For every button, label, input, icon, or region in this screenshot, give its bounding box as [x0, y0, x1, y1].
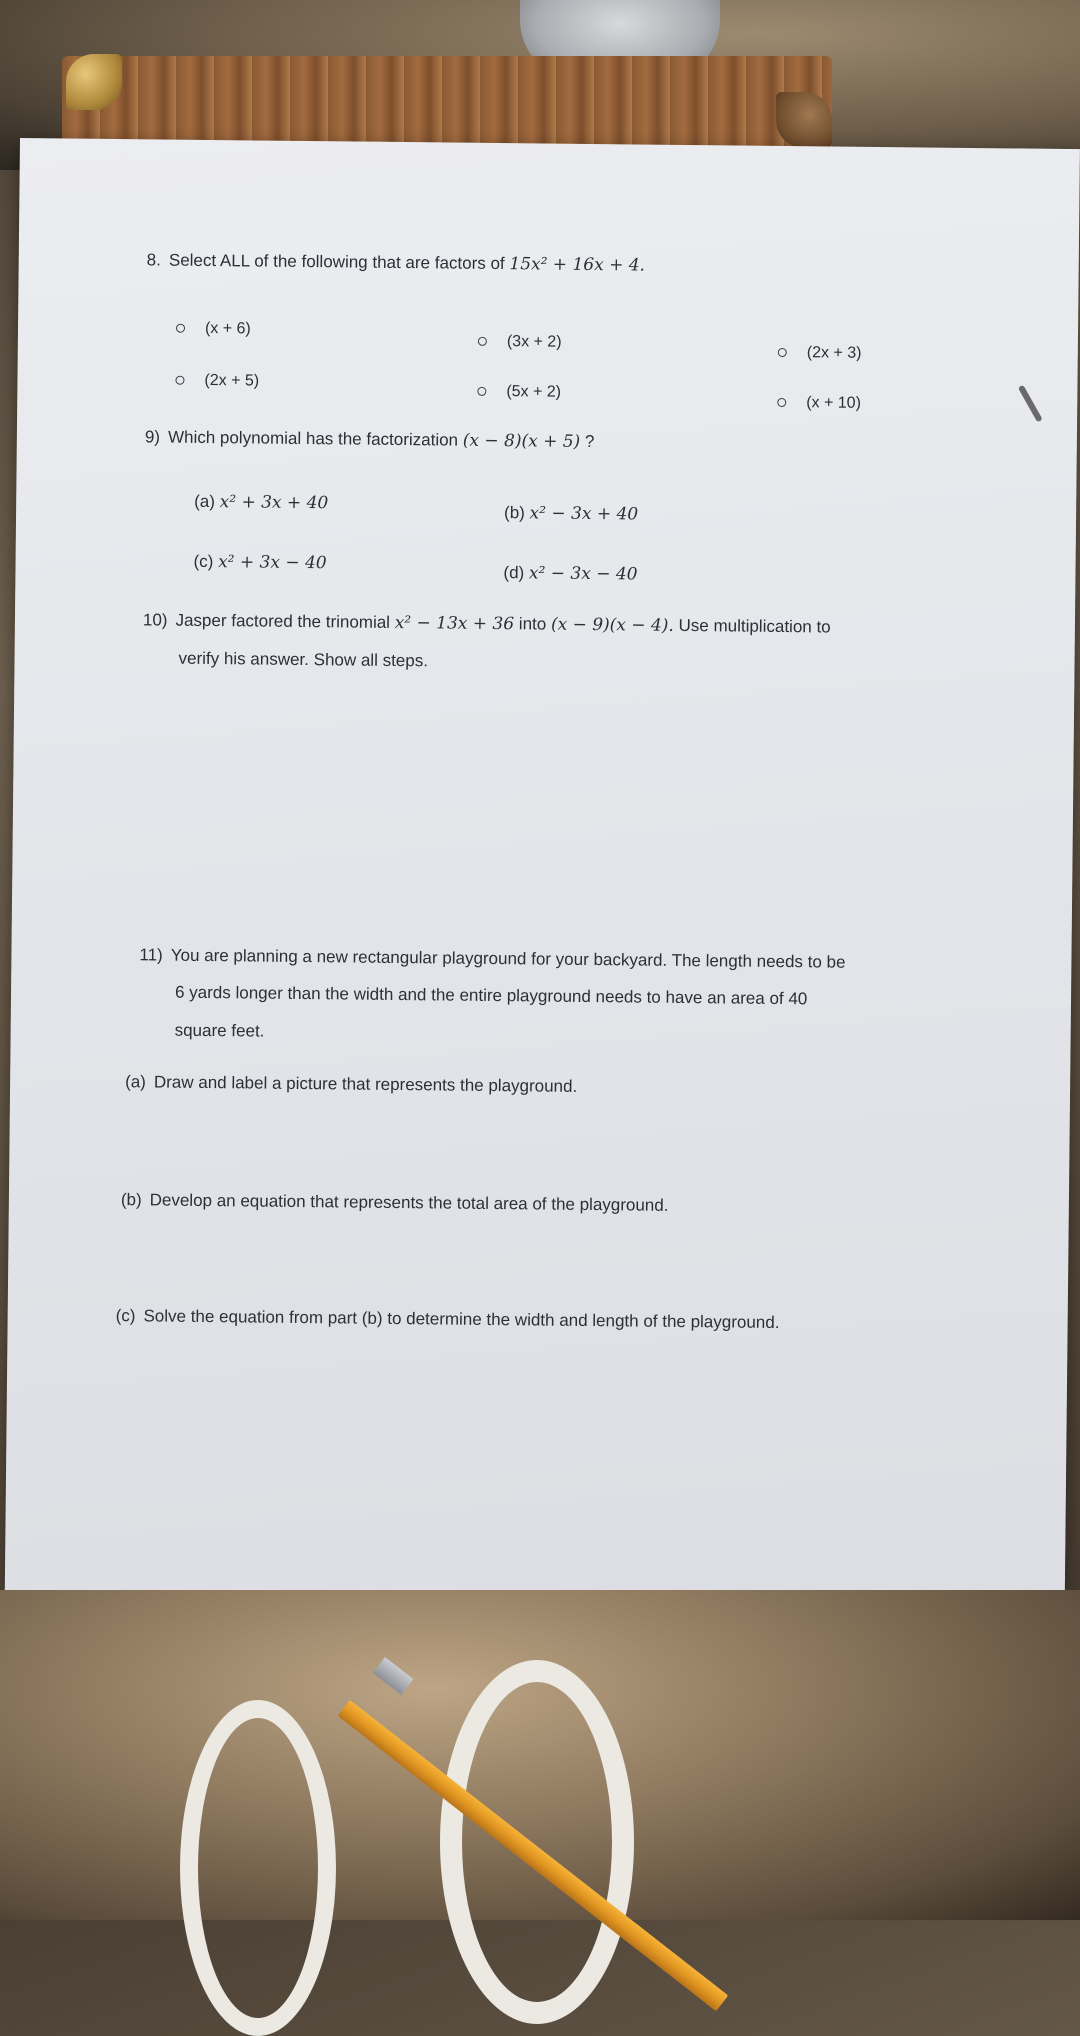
q9-choice-d-label: (d) [503, 563, 525, 583]
question-8 [147, 249, 646, 276]
q9-choice-c-expression: x² + 3x − 40 [218, 552, 327, 574]
question-11-number: 11) [139, 945, 163, 965]
question-10-number: 10) [142, 610, 168, 630]
q9-choice-b-label: (b) [504, 503, 525, 523]
pencil-mark [1018, 385, 1043, 423]
drawstring-right [440, 1660, 634, 2024]
q9-choice-b[interactable] [504, 503, 638, 524]
question-11-line-1 [139, 944, 845, 973]
question-9 [145, 426, 595, 453]
q8-option-3-label: (2x + 3) [806, 344, 862, 362]
question-10-line-2: verify his answer. Show all steps. [178, 648, 429, 671]
q9-choice-a-expression: x² + 3x + 40 [219, 492, 329, 514]
question-10-text-a: Jasper factored the trinomial [175, 610, 391, 632]
part-c-label: (c) [115, 1306, 136, 1326]
question-10-expression-a: x² − 13x + 36 [394, 612, 515, 635]
question-10-text-c: Use multiplication to [678, 615, 831, 637]
question-10-expression-b: (x − 9)(x − 4). [550, 614, 674, 636]
q8-option-4-label: (2x + 5) [204, 371, 260, 390]
question-9-text: Which polynomial has the factorization [167, 427, 459, 450]
q8-option-1-label: (x + 6) [204, 319, 251, 338]
question-11-line-2: 6 yards longer than the width and the entire playground needs to have an area of 40 [174, 982, 808, 1009]
question-10 [143, 609, 831, 638]
question-8-text: Select ALL of the following that are factors of [168, 250, 505, 274]
radio-circle-icon [778, 348, 787, 357]
radio-circle-icon [777, 398, 786, 407]
question-9-expression: (x − 8)(x + 5) [462, 430, 581, 452]
part-a-text: Draw and label a picture that represents the playground. [153, 1072, 578, 1096]
q8-option-1[interactable] [176, 320, 251, 339]
question-8-expression: 15x² + 16x + 4. [509, 254, 646, 276]
question-9-number: 9) [144, 427, 161, 447]
q8-option-4[interactable] [175, 372, 259, 391]
question-11-part-b [121, 1189, 669, 1216]
part-b-text: Develop an equation that represents the total area of the playground. [149, 1190, 669, 1215]
clipboard-corner-left [66, 54, 122, 110]
radio-circle-icon [176, 324, 185, 333]
q9-choice-d-expression: x² − 3x − 40 [528, 563, 638, 585]
question-11-part-c [116, 1305, 780, 1333]
clipboard-corner-right [776, 92, 832, 148]
q8-option-3[interactable] [778, 344, 862, 363]
radio-circle-icon [478, 337, 487, 346]
q9-choice-c-label: (c) [193, 551, 214, 572]
q9-choice-a[interactable] [194, 492, 328, 513]
question-8-number: 8. [146, 250, 162, 270]
question-10-text-b: into [518, 614, 547, 634]
q8-option-6[interactable] [777, 394, 861, 413]
part-a-label: (a) [125, 1072, 147, 1092]
q8-option-6-label: (x + 10) [806, 394, 862, 412]
question-11-text-1: You are planning a new rectangular playground for your backyard. The length needs to be [170, 945, 846, 972]
radio-circle-icon [477, 387, 486, 396]
drawstring-left [180, 1700, 336, 2036]
q9-choice-a-label: (a) [194, 491, 216, 512]
q8-option-2[interactable] [478, 333, 562, 352]
q9-choice-b-expression: x² − 3x + 40 [529, 503, 639, 525]
question-9-qmark: ? [584, 431, 595, 452]
q8-option-5[interactable] [477, 383, 561, 402]
q9-choice-d[interactable] [503, 563, 637, 584]
q8-option-5-label: (5x + 2) [506, 383, 562, 401]
q8-option-2-label: (3x + 2) [506, 333, 562, 351]
part-c-text: Solve the equation from part (b) to determine the width and length of the playground. [143, 1306, 780, 1333]
worksheet-paper [5, 138, 1080, 1609]
question-11-line-3: square feet. [174, 1020, 265, 1041]
part-b-label: (b) [120, 1190, 142, 1210]
question-11-part-a [125, 1071, 577, 1097]
radio-circle-icon [175, 376, 184, 385]
q9-choice-c[interactable] [193, 552, 326, 573]
